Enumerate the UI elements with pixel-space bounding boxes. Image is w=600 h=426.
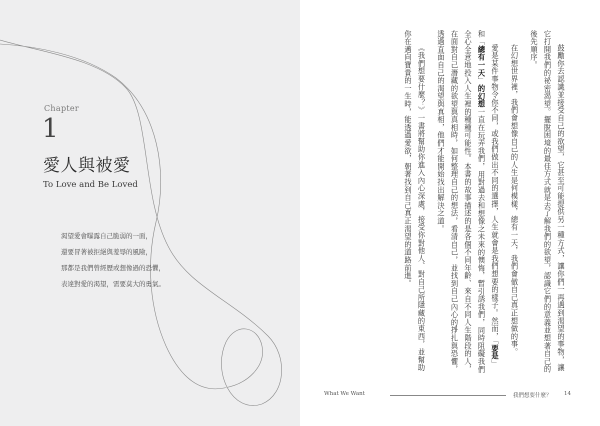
- emphasis-text: 總有一天: [477, 45, 487, 77]
- intro-line: 那都是我們曾經歷或想像過的恐懼，: [61, 264, 165, 272]
- right-page: [300, 0, 600, 426]
- intro-line: 渴望愛會曝露自己脆弱的一面，: [61, 232, 152, 240]
- intro-line: 還要冒著被拒絕與羞辱的風險，: [61, 248, 152, 256]
- paragraph-gap: [522, 30, 528, 375]
- chapter-label: Chapter: [44, 104, 80, 113]
- emphasis-text: 要是: [491, 345, 500, 361]
- chapter-title-english: To Love and Be Loved: [43, 180, 138, 190]
- vertical-body-text: [402, 30, 569, 375]
- paragraph-text: 鼓勵你去認識並接受自己的欲望，它甚至可能提供另一種方式，讓你們一再遇到渴望的事物，讓它打開我們的祕密渴望。擺脫困境的最佳方式就是去了解我們的欲望，認識它們的意義並想著自己的後先順序。: [530, 30, 566, 374]
- body-paragraph: [508, 30, 522, 375]
- running-head-chinese: 我們想要什麼？: [513, 393, 552, 399]
- paragraph-text: 一直在玩弄我們，用對過去和想像之未來的懊悔，暫引誘我們，同時阻礙我們全心全意地投入人生裡的種種可能性。本書的故事描述的是各個不同年齡、來自不同人生階段的人，在面對自己潛藏的欲望與真相時，如何整理自己的想法，看清自己，並找到自己內心的掙扎與恐懼，透過直面自己的渴望與真相，他們才能開始找出解決之道。: [437, 30, 487, 374]
- body-paragraph: [402, 30, 429, 375]
- page-footer: [312, 391, 574, 401]
- paragraph-text: 《我們想要什麼？》一書將幫助你進入內心深處，接受你對他人、對自己所隱藏的東西，並幫助你在邁向寶貴的一生時，能透過愛欲，朝著找到自己真正渴望的道路前進。: [404, 30, 427, 372]
- body-paragraph: [435, 30, 503, 375]
- emphasis-text: 的幻想: [477, 84, 487, 109]
- paragraph-text: 愛是某件事物令你不同，或我們做出不同的選擇，人生就會是我們想要的樣子。然而，「: [491, 44, 500, 345]
- chapter-number: 1: [42, 114, 59, 144]
- page-number: 14: [564, 391, 571, 397]
- footer-rule: [390, 395, 506, 396]
- paragraph-text: 」和「: [477, 30, 500, 369]
- intro-line: 表達對愛的渴望，需要莫大的勇氣。: [61, 280, 165, 288]
- body-paragraph: [528, 30, 569, 375]
- paragraph-text: 在幻想世界裡，我們會想像自己的人生是何模樣，總有一天，我們會做自己真正想做的事。: [510, 44, 520, 357]
- paragraph-gap: [429, 30, 435, 375]
- paragraph-text: 」: [477, 76, 487, 85]
- running-head-english: What We Want: [324, 391, 365, 397]
- chapter-intro: [61, 228, 261, 292]
- chapter-title-chinese: 愛人與被愛: [43, 156, 131, 176]
